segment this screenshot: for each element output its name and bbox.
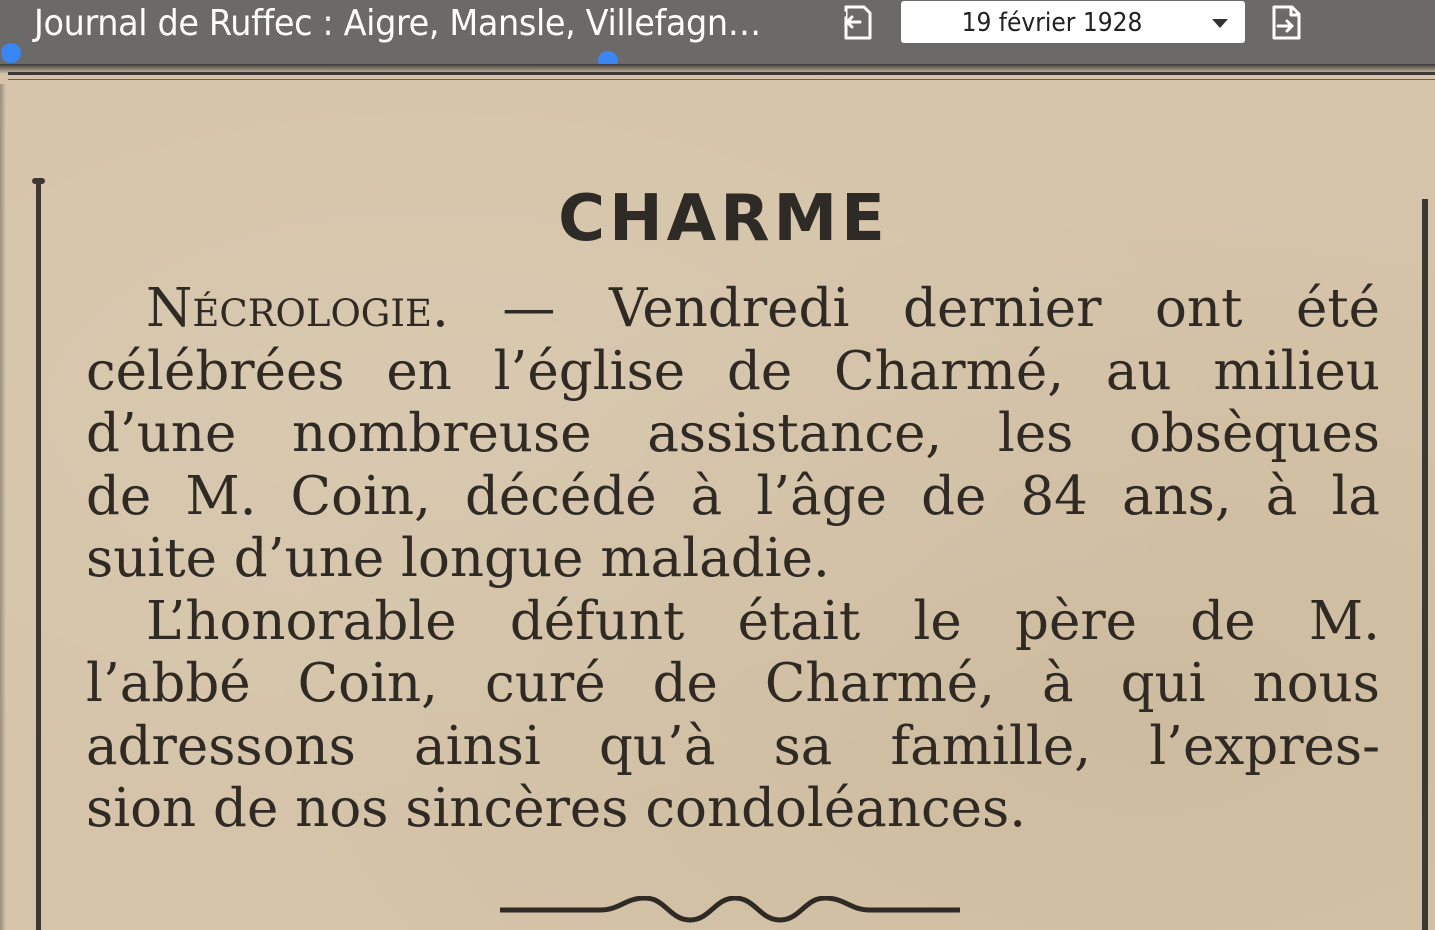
left-column-rule — [36, 180, 41, 930]
article-line-8: adressons ainsi qu’à sa famille, l’expres- — [86, 715, 1380, 777]
previous-issue-icon — [836, 2, 876, 42]
top-rule-thin — [8, 79, 1435, 80]
scanned-page — [0, 64, 1435, 930]
next-issue-icon — [1266, 2, 1306, 42]
article-line-5: suite d’une longue maladie. — [86, 528, 830, 589]
right-column-rule — [1422, 199, 1428, 930]
issue-date-select[interactable] — [901, 1, 1245, 43]
next-issue-button[interactable] — [1266, 2, 1306, 42]
article-line-2: célébrées en l’église de Charmé, au milieu — [86, 340, 1380, 402]
article-line-9: sion de nos sincères condoléances. — [86, 778, 1027, 839]
article-lead-in: Nécrologie. — [146, 278, 449, 339]
article-line-1-text: — Vendredi dernier ont été — [502, 278, 1380, 339]
previous-issue-button[interactable] — [836, 2, 876, 42]
selection-start-handle[interactable] — [1, 43, 21, 63]
article-line-3: d’une nombreuse assistance, les obsèques — [86, 403, 1380, 464]
article-line-4: de M. Coin, décédé à l’âge de 84 ans, à la — [86, 465, 1380, 527]
top-rule — [8, 72, 1435, 75]
article-heading: CHARME — [558, 182, 889, 256]
article-line-6: L’honorable défunt était le père de M. — [146, 590, 1380, 652]
issue-date-value: 19 février 1928 — [961, 8, 1143, 38]
viewer-toolbar — [0, 0, 1435, 64]
ornamental-divider-icon — [500, 896, 960, 930]
document-title: Journal de Ruffec : Aigre, Mansle, Villefagn… — [34, 3, 761, 44]
article-line-7: l’abbé Coin, curé de Charmé, à qui nous — [86, 653, 1380, 714]
article-line-1 — [86, 278, 1380, 341]
dropdown-caret-icon — [1212, 19, 1228, 28]
article-body — [86, 278, 1380, 841]
